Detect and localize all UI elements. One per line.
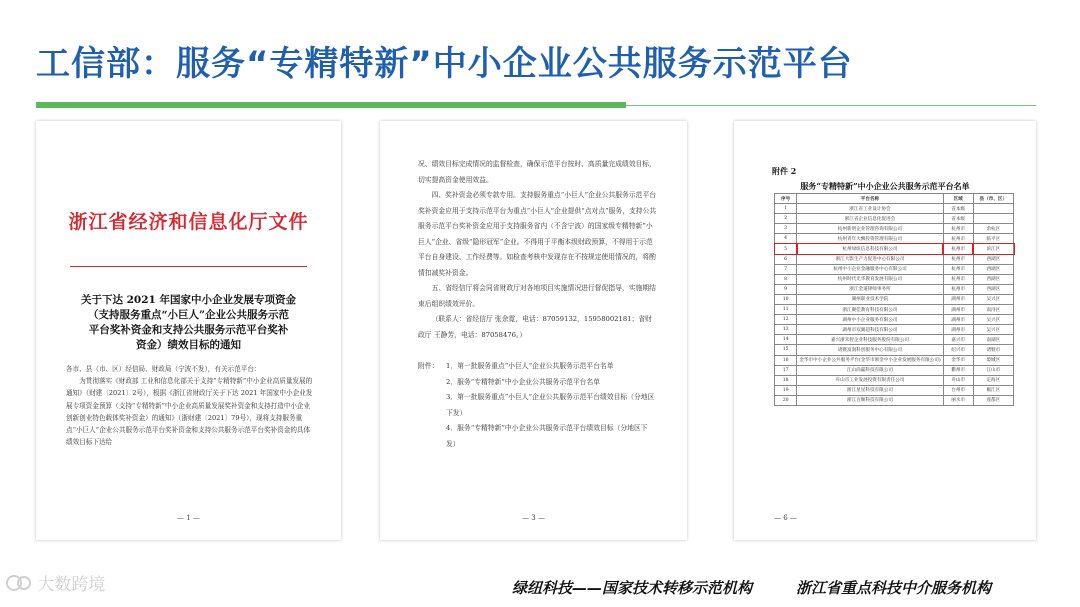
table-row xyxy=(775,385,1014,395)
table-cell: 1 xyxy=(775,204,797,214)
table-cell: 西湖区 xyxy=(973,274,1013,284)
table-row xyxy=(775,294,1014,304)
table-row xyxy=(775,284,1014,294)
table-cell: 吴兴区 xyxy=(973,315,1013,325)
table-cell: 浙江省工业设计协会 xyxy=(797,204,943,214)
table-cell: 临平区 xyxy=(973,234,1013,244)
attachment-item: 附件： 1．第一批服务重点“小巨人”企业公共服务示范平台名单 xyxy=(418,359,657,375)
table-cell: 椒江区 xyxy=(973,385,1013,395)
table-cell: 杭州青年大飘投资管理有限公司 xyxy=(797,234,943,244)
annex-label: 附件 2 xyxy=(772,166,797,176)
notice-paragraph: 为贯彻落实《财政部 工业和信息化部关于支持“专精特新”中小企业高质量发展的通知》（财建〔2021〕2号），根据《浙江省财政厅关于下达 2021 年国家中小企业发展专项资金预算（支持“专精特新”中小企业高质量发展奖补资金和支持打造中小企业创新创业特色载体奖补资金）的通知》（浙财建〔2021〕79号），现将支持服务重点“小巨人”企业公共服务示范平台奖补资金和支持公共服务示范平台奖补资金的具体绩效目标下达给 xyxy=(66,377,313,447)
table-cell: 16 xyxy=(775,355,797,365)
attachment-item: 3．第一批服务重点“小巨人”企业公共服务示范平台绩效目标（分地区下发） xyxy=(446,393,655,417)
table-row xyxy=(775,335,1014,345)
table-header-cell: 平台名称 xyxy=(797,194,943,204)
table-cell: 杭州市 xyxy=(943,244,973,254)
slide-title: 工信部：服务“专精特新”中小企业公共服务示范平台 xyxy=(36,44,853,84)
table-cell: 杭州市 xyxy=(943,224,973,234)
table-cell: 西湖区 xyxy=(973,254,1013,264)
table-cell: 丽水市 xyxy=(943,395,973,405)
table-cell: 西湖区 xyxy=(973,264,1013,274)
table-cell: 浙江省企业信息化促进会 xyxy=(797,214,943,224)
table-cell: 湖州市 xyxy=(943,325,973,335)
attachment-item: 2．服务“专精特新”中小企业公共服务示范平台名单 xyxy=(446,377,601,386)
notice-title-line: （支持服务重点“小巨人”企业公共服务示范 xyxy=(87,309,290,321)
document-page-6 xyxy=(734,121,1036,540)
footer-right-text: 浙江省重点科技中介服务机构 xyxy=(796,579,992,597)
table-row xyxy=(775,214,1014,224)
table-cell: 金华市中小企业公共服务平台(金华市浙金中小企业发展服务有限公司) xyxy=(797,355,943,365)
page-number: — 3 — xyxy=(522,514,545,522)
table-cell: 台州市 xyxy=(943,385,973,395)
table-cell: 湖州市 xyxy=(943,305,973,315)
table-cell: 绍兴市 xyxy=(943,345,973,355)
table-cell: 杭州绿纽信息科技有限公司 xyxy=(797,244,943,254)
table-cell: 湖州市 xyxy=(943,294,973,304)
table-cell: 江山市 xyxy=(973,365,1013,375)
body-paragraph: 况、绩效目标完成情况的监督检查，确保示范平台按时、高质量完成绩效目标，切实提高资金使用效益。 xyxy=(418,160,656,184)
table-cell: 15 xyxy=(775,345,797,355)
table-cell: 浙江金道律师事务所 xyxy=(797,284,943,294)
watermark-logo-icon xyxy=(6,573,32,598)
table-row xyxy=(775,315,1014,325)
table-cell: 嘉兴浙禾智企业科技服务股份有限公司 xyxy=(797,335,943,345)
page-number: — 6 — xyxy=(774,514,797,522)
red-divider xyxy=(70,266,307,267)
table-cell: 11 xyxy=(775,305,797,315)
attachment-label: 附件： xyxy=(418,362,439,370)
table-cell: 湖州市双翼超科技有限公司 xyxy=(797,325,943,335)
table-cell: 婺城区 xyxy=(973,355,1013,365)
table-cell: 浙江聚佳教育科技有限公司 xyxy=(797,305,943,315)
title-underline-line xyxy=(626,105,1036,106)
table-cell: 诸暨市 xyxy=(973,345,1013,355)
title-underline-bar xyxy=(36,102,626,108)
notice-body xyxy=(66,363,315,448)
body-paragraph: （联系人：省经信厅 张余霓，电话：87059132，15958002181；省财政厅 王静芳，电话：87058476。） xyxy=(418,315,652,339)
table-cell: 13 xyxy=(775,325,797,335)
table-cell: 舟山市 xyxy=(943,375,973,385)
table-cell: 西湖区 xyxy=(973,284,1013,294)
table-cell: 18 xyxy=(775,375,797,385)
table-cell: 9 xyxy=(775,284,797,294)
table-cell: 杭州中小企业金融服务中心有限公司 xyxy=(797,264,943,274)
table-cell: 吴兴区 xyxy=(973,294,1013,304)
table-cell: 8 xyxy=(775,274,797,284)
table-cell: 诸暨富润科创服务中心有限公司 xyxy=(797,345,943,355)
table-cell xyxy=(973,214,1013,224)
document-page-3 xyxy=(380,121,687,540)
table-row xyxy=(775,345,1014,355)
table-cell: 5 xyxy=(775,244,797,254)
watermark xyxy=(6,570,105,598)
platform-table xyxy=(774,193,1014,406)
table-header-row xyxy=(775,194,1014,204)
table-cell: 江山尚赢科技有限公司 xyxy=(797,365,943,375)
footer-left-text: 绿纽科技——国家技术转移示范机构 xyxy=(512,579,753,597)
page-body xyxy=(418,157,657,343)
table-cell: 20 xyxy=(775,395,797,405)
body-paragraph: 四、奖补资金必须专款专用。支持服务重点“小巨人”企业公共服务示范平台奖补资金应用于支持示范平台为重点“小巨人”企业提供“点对点”服务，支持公共服务示范平台奖补资金应用于支持服务省内（不含宁波）的国家级专精特新“小巨人”企业、省级“隐形冠军”企业。不得用于平衡本级财政预算，不得用于示范平台自身建设、工作经费等。如检查考核中发现存在不按规定使用情况的，将酌情扣减奖补资金。 xyxy=(418,191,657,277)
table-cell: 浙江大影生产力促进中心有限公司 xyxy=(797,254,943,264)
table-row xyxy=(775,264,1014,274)
watermark-text: 大数跨境 xyxy=(37,575,106,595)
notice-title-line: 平台奖补资金和支持公共服务示范平台奖补 xyxy=(88,324,289,336)
table-cell: 7 xyxy=(775,264,797,274)
table-cell: 4 xyxy=(775,234,797,244)
table-cell: 省本级 xyxy=(943,204,973,214)
table-cell: 滨江区 xyxy=(973,244,1013,254)
table-header-cell: 序号 xyxy=(775,194,797,204)
table-cell: 杭州时代光华教育发展有限公司 xyxy=(797,274,943,284)
table-row xyxy=(775,325,1014,335)
attachment-list xyxy=(418,359,657,452)
table-cell: 省本级 xyxy=(943,214,973,224)
table-cell: 杭州市 xyxy=(943,264,973,274)
body-paragraph: 五、省经信厅将会同省财政厅对各地项目实施情况进行督促指导，实施期结束后组织绩效评价。 xyxy=(418,284,656,308)
table-row xyxy=(775,355,1014,365)
table-cell: 吴兴区 xyxy=(973,325,1013,335)
table-cell: 湖州中小企业服务有限公司 xyxy=(797,315,943,325)
table-cell: 杭州市 xyxy=(943,254,973,264)
table-cell: 湖州市 xyxy=(943,315,973,325)
table-cell: 杭州市 xyxy=(943,274,973,284)
table-row xyxy=(775,254,1014,264)
table-cell xyxy=(973,204,1013,214)
table-cell: 3 xyxy=(775,224,797,234)
table-cell: 南湖区 xyxy=(973,335,1013,345)
table-row xyxy=(775,305,1014,315)
table-cell: 衢州市 xyxy=(943,365,973,375)
document-header: 浙江省经济和信息化厅文件 xyxy=(68,211,309,233)
document-page-1 xyxy=(36,121,341,540)
table-cell: 南浔区 xyxy=(973,305,1013,315)
table-cell: 余杭区 xyxy=(973,224,1013,234)
table-cell: 杭州市 xyxy=(943,234,973,244)
table-cell: 舟山市工业发展投资有限责任公司 xyxy=(797,375,943,385)
table-header-cell: 区域 xyxy=(943,194,973,204)
table-cell: 杭州市 xyxy=(943,284,973,294)
table-cell: 定海区 xyxy=(973,375,1013,385)
page-number: — 1 — xyxy=(177,514,200,522)
table-cell: 19 xyxy=(775,385,797,395)
table-cell: 浙江百顺科技有限公司 xyxy=(797,395,943,405)
notice-title xyxy=(66,293,311,353)
notice-addressee: 各市、县（市、区）经信局、财政局（宁波不发），有关示范平台： xyxy=(66,365,261,373)
table-cell: 14 xyxy=(775,335,797,345)
table-row xyxy=(775,375,1014,385)
table-row xyxy=(775,234,1014,244)
table-cell: 17 xyxy=(775,365,797,375)
table-row xyxy=(775,224,1014,234)
table-cell: 莲都区 xyxy=(973,395,1013,405)
attachment-item: 4．服务“专精特新”中小企业公共服务示范平台绩效目标（分地区下发） xyxy=(446,424,648,448)
table-cell: 金华市 xyxy=(943,355,973,365)
table-title: 服务“专精特新”中小企业公共服务示范平台名单 xyxy=(800,181,970,191)
table-row xyxy=(775,365,1014,375)
table-cell: 12 xyxy=(775,315,797,325)
notice-title-line: 资金）绩效目标的通知 xyxy=(136,339,241,351)
table-cell: 湖州职业技术学院 xyxy=(797,294,943,304)
table-row xyxy=(775,395,1014,405)
table-cell: 6 xyxy=(775,254,797,264)
table-header-cell: 县（市、区） xyxy=(973,194,1013,204)
notice-title-line: 关于下达 2021 年国家中小企业发展专项资金 xyxy=(80,294,297,306)
table-row xyxy=(775,204,1014,214)
table-row xyxy=(775,274,1014,284)
table-cell: 浙江星星科技有限公司 xyxy=(797,385,943,395)
table-row xyxy=(775,244,1014,254)
table-cell: 嘉兴市 xyxy=(943,335,973,345)
table-cell: 10 xyxy=(775,294,797,304)
table-cell: 2 xyxy=(775,214,797,224)
table-cell: 杭州新明企业管理咨询有限公司 xyxy=(797,224,943,234)
